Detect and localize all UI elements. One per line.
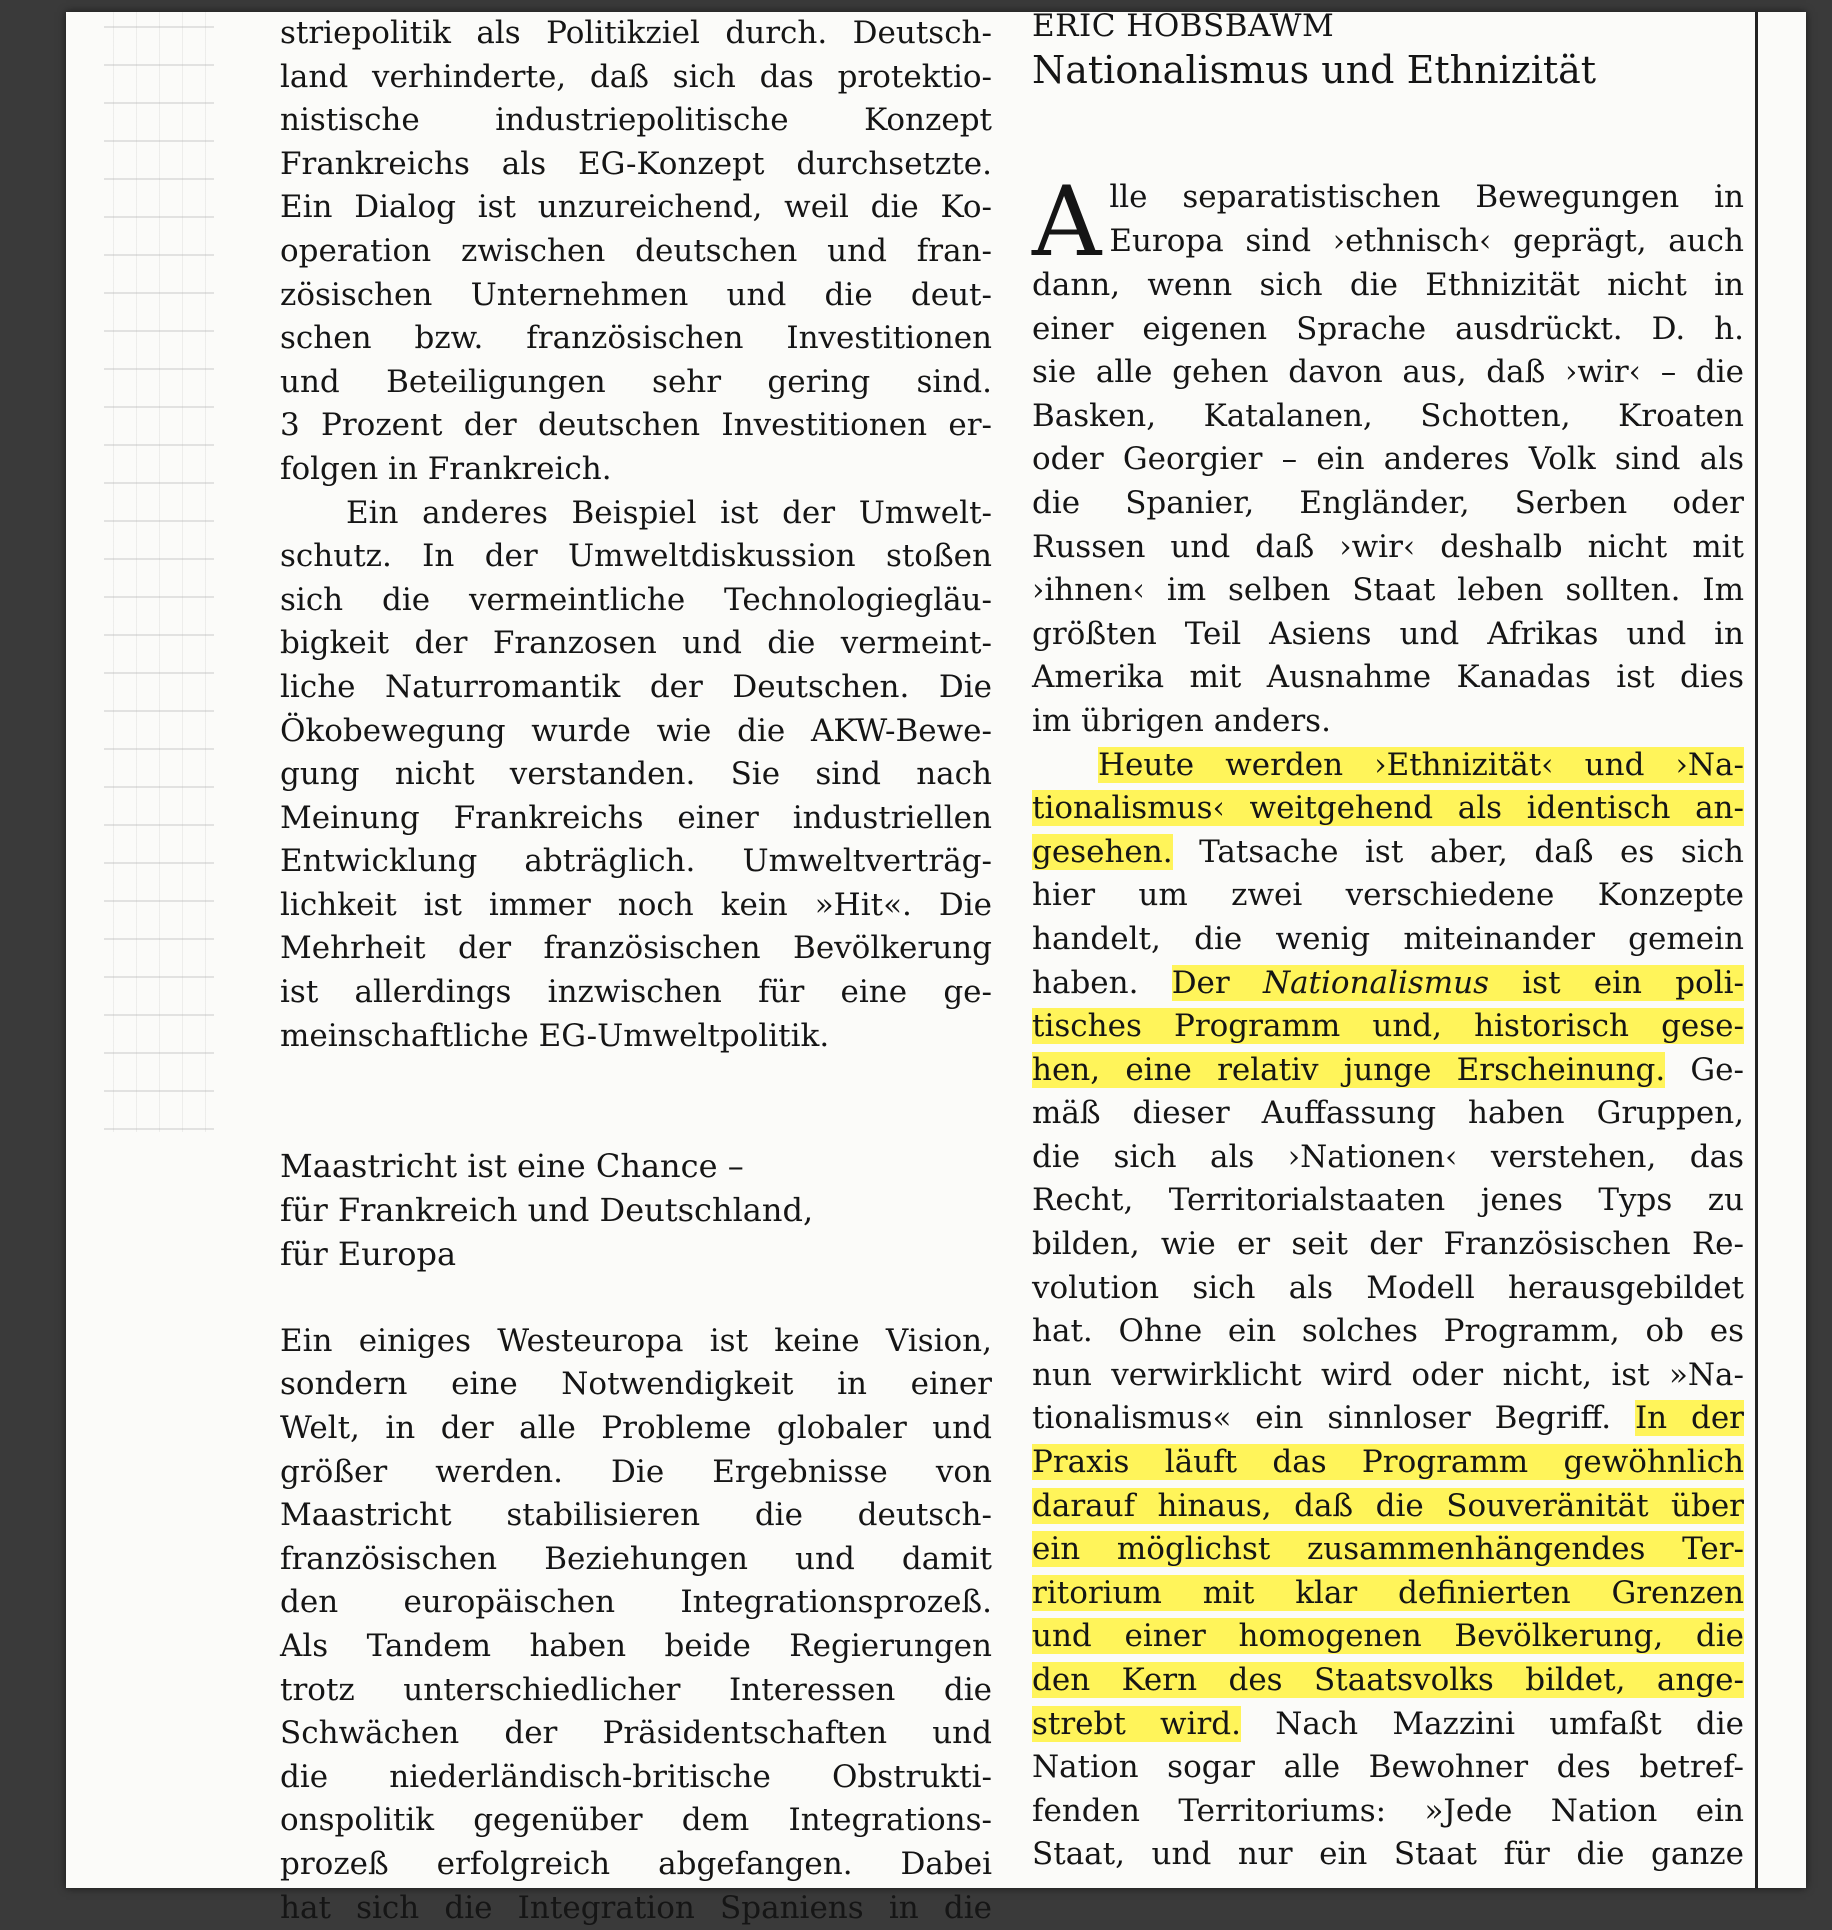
text-line: im übrigen anders. <box>1032 702 1331 739</box>
document-page <box>66 8 1806 1926</box>
left-column <box>280 12 992 1930</box>
text-line: lichkeit ist immer noch kein »Hit«. Die <box>280 886 992 923</box>
text-line: größer werden. Die Ergebnisse von <box>280 1453 992 1490</box>
highlight: tisches Programm und, historisch gese- <box>1032 1008 1744 1045</box>
left-paragraph-2 <box>280 492 992 1059</box>
text-run: haben. <box>1032 964 1172 1001</box>
text-line <box>1032 1659 1744 1703</box>
text-line: Mehrheit der französischen Bevölkerung <box>280 930 992 967</box>
text-line: Meinung Frankreichs einer industriellen <box>280 799 992 836</box>
section-subheading <box>280 1145 992 1276</box>
text-line: Russen und daß ›wir‹ deshalb nicht mit <box>1032 528 1744 565</box>
text-line: Ökobewegung wurde wie die AKW-Bewe- <box>280 712 992 749</box>
text-line: sich die vermeintliche Technologiegläu- <box>280 581 992 618</box>
left-paragraph-1 <box>280 12 992 492</box>
page-edge-rule <box>1755 12 1758 1888</box>
text-run: Tatsache ist aber, daß es sich <box>1172 833 1744 870</box>
highlight: ein möglichst zusammenhängendes Ter- <box>1032 1531 1744 1568</box>
text-run: Ge- <box>1665 1051 1744 1088</box>
text-line: gung nicht verstanden. Sie sind nach <box>280 756 992 793</box>
text-line: Schwächen der Präsidentschaften und <box>280 1715 992 1752</box>
text-run: tionalismus« ein sinnloser Begriff. <box>1032 1400 1635 1437</box>
highlight: gesehen. <box>1032 833 1173 870</box>
text-line: prozeß erfolgreich abgefangen. Dabei <box>280 1845 992 1882</box>
text-line: mäß dieser Auffassung haben Gruppen, <box>1032 1095 1744 1132</box>
text-line: liche Naturromantik der Deutschen. Die <box>280 668 992 705</box>
right-paragraph-2 <box>1032 744 1744 1877</box>
text-run: Nach Mazzini umfaßt die <box>1241 1705 1744 1742</box>
text-line: onspolitik gegenüber dem Integrations- <box>280 1802 992 1839</box>
text-line <box>1032 787 1744 831</box>
text-line <box>1032 1703 1744 1747</box>
text-line: Ein einiges Westeuropa ist keine Vision, <box>280 1322 992 1359</box>
text-line: Welt, in der alle Probleme globaler und <box>280 1410 992 1446</box>
text-line: dann, wenn sich die Ethnizität nicht in <box>1032 267 1744 303</box>
text-line: schen bzw. französischen Investitionen <box>280 320 992 357</box>
text-line <box>1032 1441 1744 1485</box>
highlight: Praxis läuft das Programm gewöhnlich <box>1032 1444 1744 1481</box>
text-line <box>1032 1615 1744 1659</box>
highlight: Heute werden ›Ethnizität‹ und ›Na- <box>1098 746 1744 783</box>
text-line: Maastricht stabilisieren die deutsch- <box>280 1497 992 1534</box>
drop-cap: A <box>1032 166 1102 278</box>
text-line: Nation sogar alle Bewohner des betref- <box>1032 1749 1744 1786</box>
section-gap <box>280 1058 992 1102</box>
text-line: zösischen Unternehmen und die deut- <box>280 276 992 313</box>
highlight: darauf hinaus, daß die Souveränität über <box>1032 1487 1744 1524</box>
article-title: Nationalismus und Ethnizität <box>1032 48 1597 92</box>
highlight: hen, eine relativ junge Erscheinung. <box>1032 1051 1666 1088</box>
text-line: striepolitik als Politikziel durch. Deutsch- <box>280 15 992 51</box>
text-line: schutz. In der Umweltdiskussion stoßen <box>280 538 992 575</box>
text-line <box>1032 1005 1744 1049</box>
text-line: operation zwischen deutschen und fran- <box>280 232 992 269</box>
text-line <box>1032 831 1744 875</box>
text-line: die niederländisch-britische Obstrukti- <box>280 1758 992 1795</box>
text-line <box>1032 1049 1744 1093</box>
text-line: fenden Territoriums: »Jede Nation ein <box>1032 1792 1744 1829</box>
right-paragraph-1 <box>1032 166 1744 744</box>
text-line: land verhinderte, daß sich das protektio- <box>280 58 992 95</box>
highlight: und einer homogenen Bevölkerung, die <box>1032 1618 1744 1655</box>
highlight <box>1172 965 1744 1001</box>
text-line: hat sich die Integration Spaniens in die <box>280 1889 992 1926</box>
text-line: Als Tandem haben beide Regierungen <box>280 1627 992 1664</box>
highlight: den Kern des Staatsvolks bildet, ange- <box>1032 1662 1744 1698</box>
text-line: oder Georgier – ein anderes Volk sind als <box>1032 441 1744 478</box>
text-line: Frankreichs als EG-Konzept durchsetzte. <box>280 145 992 182</box>
text-line: Entwicklung abträglich. Umweltverträg- <box>280 843 992 880</box>
section-gap <box>280 1102 992 1146</box>
text-line: Staat, und nur ein Staat für die ganze <box>1032 1836 1744 1873</box>
text-line <box>1032 1528 1744 1572</box>
subheading-line: Maastricht ist eine Chance – <box>280 1147 744 1186</box>
highlight: In der <box>1634 1400 1744 1437</box>
text-line: hat. Ohne ein solches Programm, ob es <box>1032 1313 1744 1350</box>
text-line: sie alle gehen davon aus, daß ›wir‹ – die <box>1032 354 1744 391</box>
highlight: strebt wird. <box>1032 1705 1241 1742</box>
text-line: Ein Dialog ist unzureichend, weil die Ko- <box>280 189 992 226</box>
subheading-line: für Europa <box>280 1234 457 1273</box>
article-author: ERIC HOBSBAWM <box>1032 8 1335 44</box>
text-line: meinschaftliche EG-Umweltpolitik. <box>280 1017 830 1054</box>
text-line: Europa sind ›ethnisch‹ geprägt, auch <box>1109 222 1744 259</box>
text-line: trotz unterschiedlicher Interessen die <box>280 1671 992 1708</box>
text-line: Recht, Territorialstaaten jenes Typs zu <box>1032 1182 1744 1219</box>
left-paragraph-3 <box>280 1320 992 1930</box>
scan-binding-artifact <box>104 12 214 1132</box>
text-line: größten Teil Asiens und Afrikas und in <box>1032 615 1744 652</box>
text-line: und Beteiligungen sehr gering sind. <box>280 363 992 400</box>
text-line: Ein anderes Beispiel ist der Umwelt- <box>346 494 992 531</box>
text-line <box>1032 1397 1744 1441</box>
subheading-line: für Frankreich und Deutschland, <box>280 1191 814 1230</box>
text-line: ist allerdings inzwischen für eine ge- <box>280 974 992 1011</box>
text-line <box>1032 962 1744 1006</box>
text-line <box>1032 744 1744 788</box>
text-line: bigkeit der Franzosen und die vermeint- <box>280 625 992 662</box>
text-line: volution sich als Modell herausgebildet <box>1032 1269 1744 1306</box>
title-gap <box>1032 100 1744 176</box>
highlight: tionalismus‹ weitgehend als identisch an- <box>1032 790 1744 827</box>
text-run: ist ein poli- <box>1489 964 1745 1001</box>
text-line: die sich als ›Nationen‹ verstehen, das <box>1032 1138 1744 1175</box>
text-line: handelt, die wenig miteinander gemein <box>1032 920 1744 957</box>
text-line: nistische industriepolitische Konzept <box>280 102 992 139</box>
text-line: nun verwirklicht wird oder nicht, ist »Na- <box>1032 1356 1744 1393</box>
text-line: 3 Prozent der deutschen Investitionen er- <box>280 407 992 444</box>
text-line: sondern eine Notwendigkeit in einer <box>280 1366 992 1403</box>
right-column <box>1032 8 1745 1877</box>
text-line: lle separatistischen Bewegungen in <box>1109 179 1744 215</box>
text-line <box>1032 1572 1744 1616</box>
text-line: bilden, wie er seit der Französischen Re- <box>1032 1226 1744 1263</box>
text-line: ›ihnen‹ im selben Staat leben sollten. Im <box>1032 572 1744 609</box>
italic-term: Nationalismus <box>1262 964 1490 1001</box>
text-line <box>1032 1485 1744 1529</box>
section-gap <box>280 1276 992 1320</box>
text-line: französischen Beziehungen und damit <box>280 1540 992 1577</box>
text-line: folgen in Frankreich. <box>280 450 612 487</box>
text-line: Basken, Katalanen, Schotten, Kroaten <box>1032 397 1744 434</box>
text-line: hier um zwei verschiedene Konzepte <box>1032 877 1744 914</box>
text-line: einer eigenen Sprache ausdrückt. D. h. <box>1032 310 1744 347</box>
text-line: Amerika mit Ausnahme Kanadas ist dies <box>1032 659 1744 696</box>
text-run: Der <box>1171 964 1263 1001</box>
text-line: den europäischen Integrationsprozeß. <box>280 1584 992 1621</box>
highlight: ritorium mit klar definierten Grenzen <box>1032 1574 1744 1611</box>
text-line: die Spanier, Engländer, Serben oder <box>1032 484 1744 521</box>
